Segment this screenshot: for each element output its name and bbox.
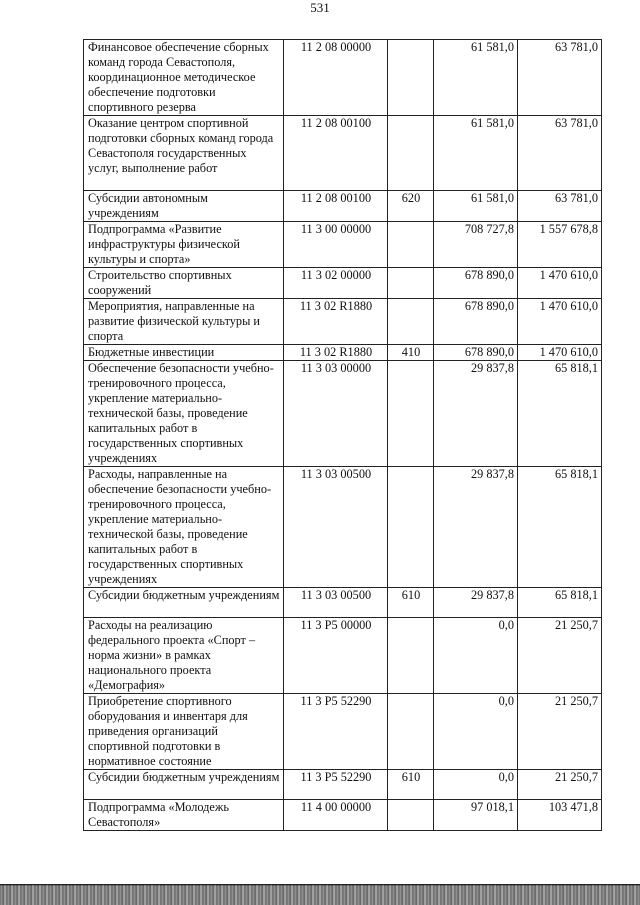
row-amount-1: 61 581,0 <box>434 191 518 222</box>
budget-table <box>83 39 602 831</box>
row-expense-type <box>388 116 434 191</box>
row-name: Строительство спортивных сооружений <box>84 268 284 299</box>
row-amount-1: 29 837,8 <box>434 588 518 618</box>
row-name: Расходы на реализацию федерального проекта «Спорт – норма жизни» в рамках национального проекта «Демография» <box>84 618 284 694</box>
table-row <box>84 467 602 588</box>
row-amount-1: 678 890,0 <box>434 299 518 345</box>
row-target-code: 11 3 00 00000 <box>284 222 388 268</box>
row-target-code: 11 3 P5 52290 <box>284 694 388 770</box>
row-amount-1: 678 890,0 <box>434 268 518 299</box>
row-amount-2: 103 471,8 <box>518 800 602 831</box>
row-amount-1: 0,0 <box>434 770 518 800</box>
row-expense-type: 610 <box>388 770 434 800</box>
row-target-code: 11 2 08 00100 <box>284 191 388 222</box>
row-amount-2: 21 250,7 <box>518 618 602 694</box>
row-amount-2: 65 818,1 <box>518 588 602 618</box>
table-row <box>84 588 602 618</box>
row-expense-type: 620 <box>388 191 434 222</box>
row-name: Обеспечение безопасности учебно-тренировочного процесса, укрепление материально-технической базы, проведение капитальных работ в государственных спортивных учреждениях <box>84 361 284 467</box>
row-amount-1: 97 018,1 <box>434 800 518 831</box>
row-amount-1: 678 890,0 <box>434 345 518 361</box>
table-row <box>84 694 602 770</box>
row-amount-2: 1 470 610,0 <box>518 299 602 345</box>
table-row <box>84 800 602 831</box>
row-target-code: 11 3 03 00500 <box>284 467 388 588</box>
row-target-code: 11 3 02 R1880 <box>284 299 388 345</box>
row-amount-1: 29 837,8 <box>434 467 518 588</box>
row-expense-type: 410 <box>388 345 434 361</box>
table-row <box>84 770 602 800</box>
row-name: Субсидии бюджетным учреждениям <box>84 770 284 800</box>
table-row <box>84 268 602 299</box>
row-amount-1: 708 727,8 <box>434 222 518 268</box>
table-row <box>84 191 602 222</box>
row-target-code: 11 2 08 00000 <box>284 40 388 116</box>
row-target-code: 11 2 08 00100 <box>284 116 388 191</box>
row-expense-type <box>388 467 434 588</box>
row-amount-2: 1 557 678,8 <box>518 222 602 268</box>
row-target-code: 11 3 02 00000 <box>284 268 388 299</box>
table-row <box>84 116 602 191</box>
table-row <box>84 40 602 116</box>
row-amount-1: 0,0 <box>434 694 518 770</box>
row-name: Бюджетные инвестиции <box>84 345 284 361</box>
row-expense-type <box>388 40 434 116</box>
table-row <box>84 299 602 345</box>
row-target-code: 11 3 P5 52290 <box>284 770 388 800</box>
row-name: Финансовое обеспечение сборных команд города Севастополя, координационное методическое обеспечение подготовки спортивного резерва <box>84 40 284 116</box>
row-expense-type <box>388 618 434 694</box>
table-row <box>84 618 602 694</box>
row-expense-type <box>388 361 434 467</box>
page-number: 531 <box>310 0 330 15</box>
row-name: Подпрограмма «Развитие инфраструктуры физической культуры и спорта» <box>84 222 284 268</box>
table-row <box>84 361 602 467</box>
table-row <box>84 345 602 361</box>
row-name: Субсидии автономным учреждениям <box>84 191 284 222</box>
row-amount-1: 0,0 <box>434 618 518 694</box>
row-amount-1: 61 581,0 <box>434 40 518 116</box>
row-amount-2: 21 250,7 <box>518 770 602 800</box>
row-name: Приобретение спортивного оборудования и инвентаря для приведения организаций спортивной подготовки в нормативное состояние <box>84 694 284 770</box>
row-target-code: 11 4 00 00000 <box>284 800 388 831</box>
row-expense-type: 610 <box>388 588 434 618</box>
row-amount-2: 65 818,1 <box>518 361 602 467</box>
row-name: Мероприятия, направленные на развитие физической культуры и спорта <box>84 299 284 345</box>
row-target-code: 11 3 03 00500 <box>284 588 388 618</box>
row-amount-2: 1 470 610,0 <box>518 268 602 299</box>
row-expense-type <box>388 222 434 268</box>
row-expense-type <box>388 268 434 299</box>
row-target-code: 11 3 P5 00000 <box>284 618 388 694</box>
row-name: Оказание центром спортивной подготовки сборных команд города Севастополя государственных услуг, выполнение работ <box>84 116 284 191</box>
row-amount-2: 63 781,0 <box>518 116 602 191</box>
row-name: Расходы, направленные на обеспечение безопасности учебно-тренировочного процесса, укрепление материально-технической базы, проведение капитальных работ в государственных спортивных учреждениях <box>84 467 284 588</box>
row-name: Подпрограмма «Молодежь Севастополя» <box>84 800 284 831</box>
scan-edge-artifact <box>0 885 640 905</box>
row-expense-type <box>388 299 434 345</box>
row-amount-2: 21 250,7 <box>518 694 602 770</box>
row-amount-1: 29 837,8 <box>434 361 518 467</box>
row-expense-type <box>388 694 434 770</box>
row-amount-2: 1 470 610,0 <box>518 345 602 361</box>
row-name: Субсидии бюджетным учреждениям <box>84 588 284 618</box>
row-amount-2: 63 781,0 <box>518 191 602 222</box>
row-amount-1: 61 581,0 <box>434 116 518 191</box>
row-amount-2: 65 818,1 <box>518 467 602 588</box>
row-target-code: 11 3 03 00000 <box>284 361 388 467</box>
table-row <box>84 222 602 268</box>
row-target-code: 11 3 02 R1880 <box>284 345 388 361</box>
row-amount-2: 63 781,0 <box>518 40 602 116</box>
row-expense-type <box>388 800 434 831</box>
